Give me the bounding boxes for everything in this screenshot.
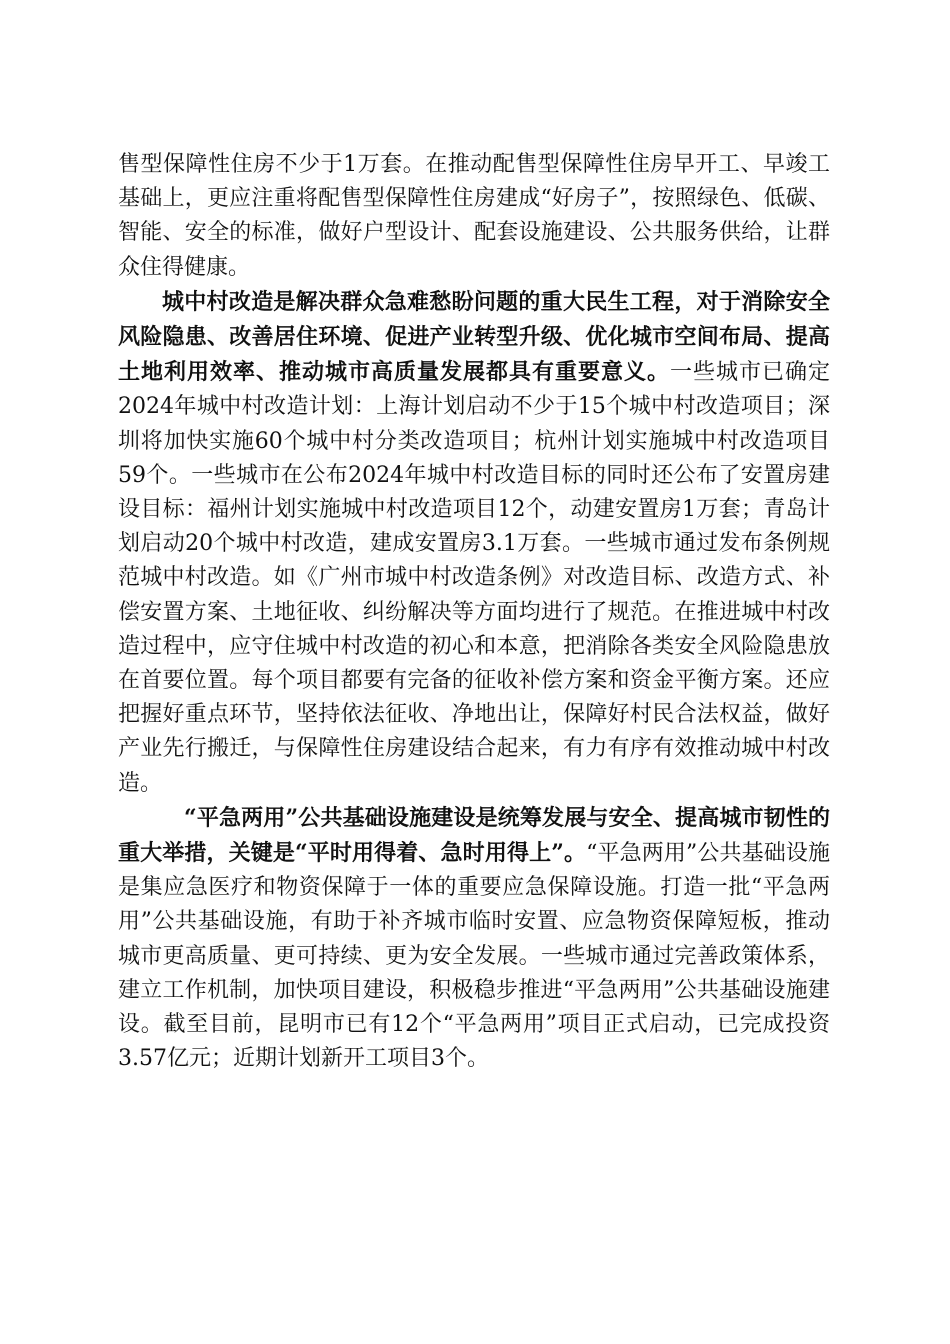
document-page xyxy=(118,148,830,1076)
paragraph-body: 一些城市已确定2024年城中村改造计划：上海计划启动不少于15个城中村改造项目；深圳将加快实施60个城中村分类改造项目；杭州计划实施城中村改造项目59个。一些城市在公布2024年城中村改造目标的同时还公布了安置房建设目标：福州计划实施城中村改造项目12个，动建安置房1万套；青岛计划启动20个城中村改造，建成安置房3.1万套。一些城市通过发布条例规范城中村改造。如《广州市城中村改造条例》对改造目标、改造方式、补偿安置方案、土地征收、纠纷解决等方面均进行了规范。在推进城中村改造过程中，应守住城中村改造的初心和本意，把消除各类安全风险隐患放在首要位置。每个项目都要有完备的征收补偿方案和资金平衡方案。还应把握好重点环节，坚持依法征收、净地出让，保障好村民合法权益，做好产业先行搬迁，与保障性住房建设结合起来，有力有序有效推动城中村改造。 xyxy=(118,360,830,796)
paragraph-affordable-housing xyxy=(118,148,830,285)
paragraph-lead-bold: “平急两用”公共基础设施建设是统筹发展与安全、提高城市韧性的重大举措，关键是“平时用得着、急时用得上”。 xyxy=(118,804,830,867)
paragraph-body: 售型保障性住房不少于1万套。在推动配售型保障性住房早开工、早竣工基础上，更应注重将配售型保障性住房建成“好房子”，按照绿色、低碳、智能、安全的标准，做好户型设计、配套设施建设、公共服务供给，让群众住得健康。 xyxy=(118,152,830,280)
paragraph-body: “平急两用”公共基础设施是集应急医疗和物资保障于一体的重要应急保障设施。打造一批“平急两用”公共基础设施，有助于补齐城市临时安置、应急物资保障短板，推动城市更高质量、更可持续、更为安全发展。一些城市通过完善政策体系，建立工作机制，加快项目建设，积极稳步推进“平急两用”公共基础设施建设。截至目前，昆明市已有12个“平急两用”项目正式启动，已完成投资3.57亿元；近期计划新开工项目3个。 xyxy=(118,841,831,1072)
paragraph-urban-village-renovation xyxy=(118,285,830,801)
paragraph-lead-bold: 城中村改造是解决群众急难愁盼问题的重大民生工程，对于消除安全风险隐患、改善居住环境、促进产业转型升级、优化城市空间布局、提高土地利用效率、推动城市高质量发展都具有重要意义。 xyxy=(118,288,830,386)
paragraph-dual-use-infrastructure xyxy=(118,801,830,1077)
